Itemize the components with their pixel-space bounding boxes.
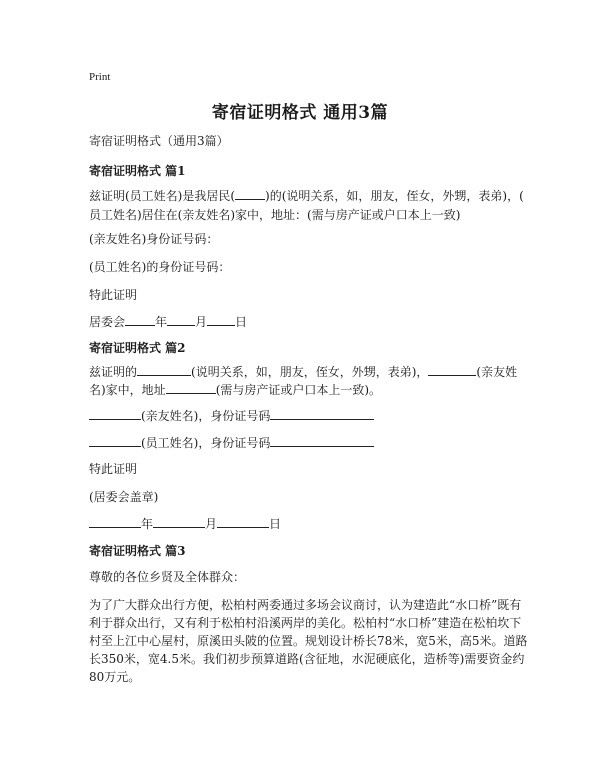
blank-field[interactable]	[235, 186, 265, 200]
section-2-line1-b: (说明关系，如，朋友，侄女，外甥，表弟)，	[191, 365, 429, 379]
section-2-heading: 寄宿证明格式 篇2	[89, 341, 186, 355]
section-1-signature-date	[89, 312, 529, 332]
section-3-body-line: 80万元。	[89, 670, 141, 684]
blank-field[interactable]	[89, 433, 141, 447]
day-label: 日	[269, 517, 282, 531]
blank-field[interactable]	[137, 362, 191, 376]
year-label: 年	[141, 517, 154, 531]
section-2-line2	[89, 380, 529, 400]
month-label: 月	[195, 315, 208, 329]
blank-field[interactable]	[153, 514, 205, 528]
blank-field[interactable]	[167, 312, 195, 326]
section-2-seal: (居委会盖章)	[89, 490, 159, 504]
section-2-employee-label: (员工姓名)，身份证号码	[141, 436, 271, 450]
page-title: 寄宿证明格式 通用3篇	[211, 103, 389, 123]
document-subtitle: 寄宿证明格式（通用3篇）	[89, 134, 229, 148]
section-1-intro-line1	[89, 186, 529, 206]
section-3-body-line: 村至上江中心屋村，原溪田头陂的位置。规划设计桥长78米，宽5米，高5米。道路	[89, 634, 528, 648]
blank-field[interactable]	[217, 514, 269, 528]
year-label: 年	[155, 315, 168, 329]
section-2-relative-label: (亲友姓名)，身份证号码	[141, 409, 271, 423]
section-2-line1	[89, 362, 529, 382]
blank-field[interactable]	[89, 514, 141, 528]
sign-prefix: 居委会	[89, 315, 126, 329]
section-1-intro-line2: 员工姓名)居住在(亲友姓名)家中，地址：(需与房产证或户口本上一致)	[89, 208, 461, 222]
section-3-body-line: 长350米，宽4.5米。我们初步预算道路(含征地，水泥硬底化，造桥等)需要资金约	[89, 652, 525, 666]
blank-field[interactable]	[428, 362, 476, 376]
section-1-heading: 寄宿证明格式 篇1	[89, 164, 186, 178]
blank-field[interactable]	[270, 406, 374, 420]
section-2-line1-c: (亲友姓	[476, 365, 518, 379]
day-label: 日	[235, 315, 248, 329]
section-1-intro-b: )的(说明关系，如，朋友，侄女，外甥，表弟)，(	[265, 189, 524, 203]
section-3-body-line: 利于群众出行，又有利于松柏村沿溪两岸的美化。松柏村“水口桥”建造在松柏坎下	[89, 616, 522, 630]
section-3-greeting: 尊敬的各位乡贤及全体群众：	[89, 570, 246, 584]
section-2-line1-a: 兹证明的	[89, 365, 138, 379]
section-2-line2-b: (需与房产证或户口本上一致)。	[215, 383, 382, 397]
month-label: 月	[205, 517, 218, 531]
section-2-employee-row	[89, 433, 529, 453]
section-2-line2-a: 名)家中，地址	[89, 383, 166, 397]
blank-field[interactable]	[207, 312, 235, 326]
blank-field[interactable]	[89, 406, 141, 420]
blank-field[interactable]	[125, 312, 155, 326]
blank-field[interactable]	[166, 380, 216, 394]
section-1-intro-a: 兹证明(员工姓名)是我居民(	[89, 189, 236, 203]
section-2-relative-row	[89, 406, 529, 426]
section-3-heading: 寄宿证明格式 篇3	[89, 544, 186, 558]
section-3-body-line: 为了广大群众出行方便，松柏村两委通过多场会议商讨，认为建造此“水口桥”既有	[89, 598, 522, 612]
section-1-relative-id: (亲友姓名)身份证号码：	[89, 232, 219, 246]
section-1-certify: 特此证明	[89, 288, 138, 302]
blank-field[interactable]	[270, 433, 374, 447]
print-label[interactable]: Print	[89, 71, 111, 83]
section-2-date-row	[89, 514, 529, 534]
section-2-certify: 特此证明	[89, 462, 138, 476]
section-1-employee-id: (员工姓名)的身份证号码：	[89, 260, 231, 274]
